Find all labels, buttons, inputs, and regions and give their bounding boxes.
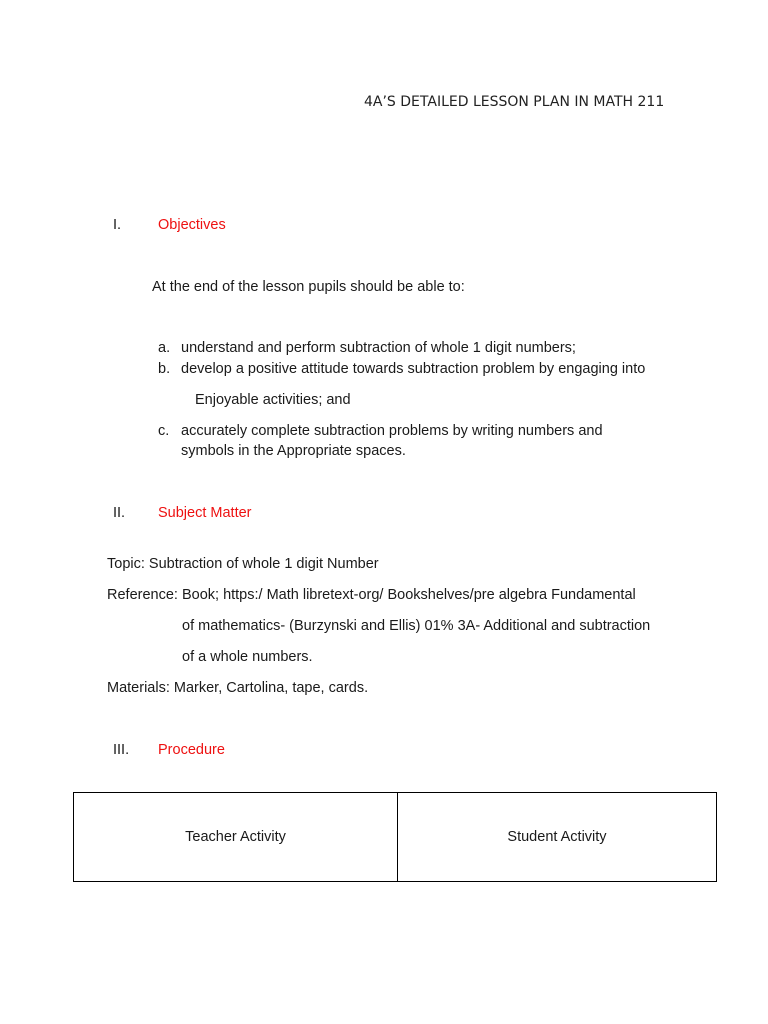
objective-item-b: develop a positive attitude towards subtraction problem by engaging into [181, 361, 646, 377]
objective-item-c: accurately complete subtraction problems by writing numbers and [181, 423, 603, 439]
table-header-student-activity: Student Activity [398, 793, 717, 882]
list-marker-c: c. [158, 423, 170, 439]
materials-line: Materials: Marker, Cartolina, tape, cards. [107, 680, 369, 696]
reference-line-3: of a whole numbers. [182, 649, 313, 665]
reference-line-1: Reference: Book; https:/ Math libretext-org/ Bookshelves/pre algebra Fundamental [107, 587, 636, 603]
objective-item-b-continuation: Enjoyable activities; and [195, 392, 351, 408]
section-numeral-subject-matter: II. [113, 505, 126, 521]
objective-item-a: understand and perform subtraction of whole 1 digit numbers; [181, 340, 576, 356]
list-marker-a: a. [158, 340, 171, 356]
section-numeral-procedure: III. [113, 742, 130, 758]
procedure-table [73, 792, 717, 882]
list-marker-b: b. [158, 361, 171, 377]
table-header-teacher-activity: Teacher Activity [74, 793, 398, 882]
document-title: 4A’S DETAILED LESSON PLAN IN MATH 211 [364, 94, 665, 110]
section-heading-objectives: Objectives [158, 217, 226, 233]
reference-line-2: of mathematics- (Burzynski and Ellis) 01% 3A- Additional and subtraction [182, 618, 651, 634]
section-heading-subject-matter: Subject Matter [158, 505, 252, 521]
objective-item-c-continuation: symbols in the Appropriate spaces. [181, 443, 406, 459]
objectives-intro: At the end of the lesson pupils should be able to: [152, 279, 465, 295]
table-row [74, 793, 717, 882]
section-heading-procedure: Procedure [158, 742, 225, 758]
section-numeral-objectives: I. [113, 217, 122, 233]
topic-line: Topic: Subtraction of whole 1 digit Number [107, 556, 379, 572]
